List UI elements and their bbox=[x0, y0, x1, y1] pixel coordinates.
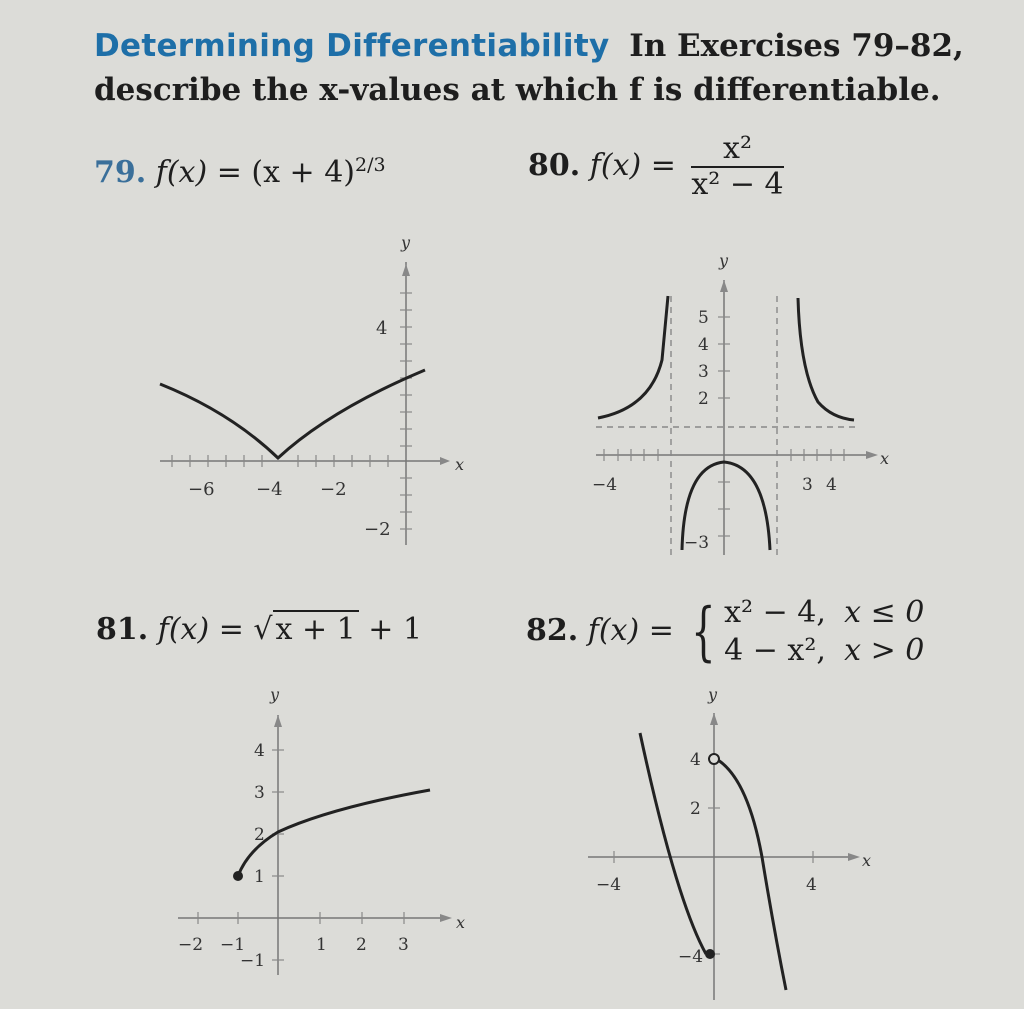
tick-81-y-3: 2 bbox=[254, 825, 265, 845]
y-axis-arrow bbox=[710, 713, 718, 725]
tick-82-y-3: −4 bbox=[678, 947, 704, 967]
tick-79-x-1: −6 bbox=[188, 479, 215, 500]
x-label-80: x bbox=[880, 449, 890, 468]
radicand: x + 1 bbox=[273, 610, 359, 647]
exercise-number: 79. bbox=[94, 155, 147, 190]
instruction-line-2: describe the x-values at which f is differentiable. bbox=[94, 72, 941, 108]
tick-81-x-2: −1 bbox=[220, 935, 246, 955]
y-label-79: y bbox=[401, 233, 411, 252]
tick-81-y-1: 4 bbox=[254, 741, 265, 761]
tick-80-x-1: −4 bbox=[592, 475, 618, 495]
tick-80-y-1: 5 bbox=[698, 308, 709, 328]
x-label-81: x bbox=[456, 913, 466, 932]
case-2-cond: x > 0 bbox=[844, 633, 925, 668]
case-1-cond: x ≤ 0 bbox=[844, 595, 925, 630]
x-axis-arrow bbox=[848, 853, 860, 861]
function-lhs: f(x) = bbox=[157, 612, 254, 647]
tick-82-x-1: −4 bbox=[596, 875, 622, 895]
tick-79-y-2: −2 bbox=[364, 519, 391, 540]
tick-79-y-1: 4 bbox=[376, 318, 388, 339]
x-label-82: x bbox=[862, 851, 872, 870]
tick-80-x-2: 3 bbox=[802, 475, 813, 495]
case-1-expr: x² − 4, bbox=[724, 595, 826, 630]
y-label-80: y bbox=[719, 251, 729, 270]
function-tail: + 1 bbox=[358, 612, 423, 647]
numerator: x² bbox=[691, 132, 783, 168]
tick-80-y-3: 3 bbox=[698, 362, 709, 382]
tick-82-y-1: 4 bbox=[690, 750, 701, 770]
radical-sign: √ bbox=[253, 612, 273, 647]
tick-81-y-4: 1 bbox=[254, 867, 265, 887]
tick-80-y-2: 4 bbox=[698, 335, 709, 355]
x-label-79: x bbox=[455, 455, 465, 474]
function-exponent: 2/3 bbox=[355, 154, 386, 176]
exercise-number: 82. bbox=[526, 613, 579, 648]
brace: { bbox=[691, 595, 716, 669]
denominator: x² − 4 bbox=[691, 167, 784, 202]
exercise-number: 81. bbox=[96, 612, 149, 647]
function-lhs: f(x) = bbox=[587, 613, 684, 648]
tick-80-y-5: −3 bbox=[684, 533, 710, 553]
function-expr: (x + 4) bbox=[251, 155, 356, 190]
tick-81-x-3: 1 bbox=[316, 935, 327, 955]
open-point-82 bbox=[709, 754, 719, 764]
y-label-81: y bbox=[270, 685, 280, 704]
y-label-82: y bbox=[708, 685, 718, 704]
instruction-line-1: In Exercises 79–82, bbox=[629, 28, 964, 64]
case-2-expr: 4 − x², bbox=[724, 633, 826, 668]
tick-81-y-5: −1 bbox=[240, 951, 266, 971]
tick-80-y-4: 2 bbox=[698, 389, 709, 409]
exercise-number: 80. bbox=[528, 148, 581, 183]
curve-82-right bbox=[718, 760, 786, 990]
function-lhs: f(x) = bbox=[155, 155, 252, 190]
tick-82-y-2: 2 bbox=[690, 799, 701, 819]
tick-82-x-2: 4 bbox=[806, 875, 817, 895]
function-lhs: f(x) = bbox=[589, 148, 686, 183]
tick-81-x-1: −2 bbox=[178, 935, 204, 955]
closed-point-82 bbox=[705, 949, 715, 959]
tick-81-x-4: 2 bbox=[356, 935, 367, 955]
tick-79-x-2: −4 bbox=[256, 479, 283, 500]
tick-81-y-2: 3 bbox=[254, 783, 265, 803]
tick-79-x-3: −2 bbox=[320, 479, 347, 500]
tick-80-x-3: 4 bbox=[826, 475, 837, 495]
tick-81-x-5: 3 bbox=[398, 935, 409, 955]
section-title: Determining Differentiability bbox=[94, 28, 610, 64]
